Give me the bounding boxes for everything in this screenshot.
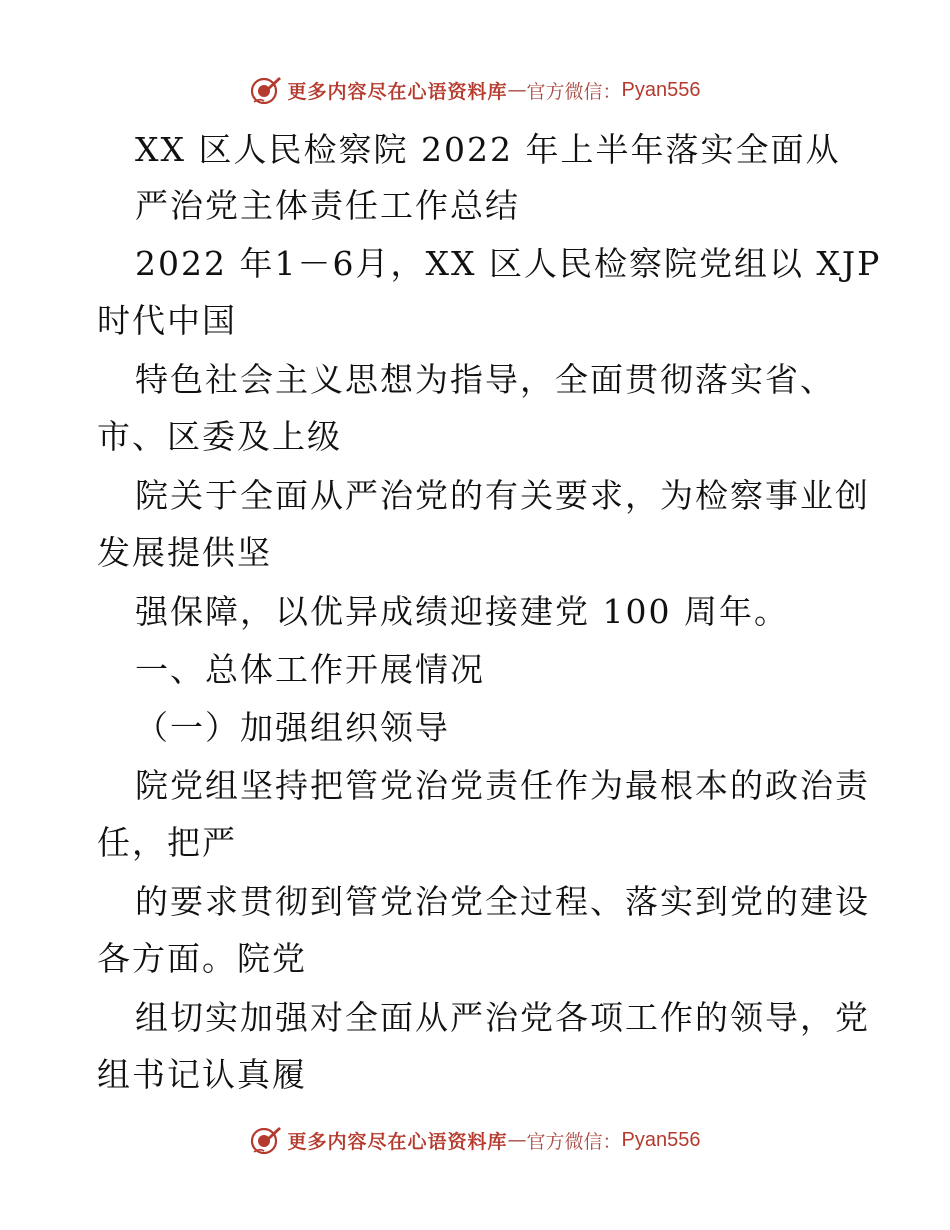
subsection-heading: （一）加强组织领导 (135, 708, 450, 747)
paragraph-line: 组书记认真履 (97, 1055, 307, 1094)
watermark-banner-bottom (0, 1120, 950, 1160)
paragraph-line: 2022 年1－6月，XX 区人民检察院党组以 XJP (135, 244, 882, 283)
section-heading: 一、总体工作开展情况 (135, 650, 485, 689)
title-line-1: XX 区人民检察院 2022 年上半年落实全面从 (135, 130, 841, 169)
watermark-text: 更多内容尽在心语资料库 (287, 80, 508, 103)
watermark-banner-top (0, 70, 950, 110)
paragraph-line: 各方面。院党 (97, 939, 307, 978)
watermark-dash: — (507, 79, 527, 101)
watermark-wechat-label: 官方微信： (526, 1130, 622, 1153)
paragraph-line: 市、区委及上级 (97, 417, 342, 456)
paragraph-line: 院党组坚持把管党治党责任作为最根本的政治责 (135, 766, 870, 805)
paragraph-line: 发展提供坚 (97, 533, 272, 572)
paragraph-line: 强保障，以优异成绩迎接建党 100 周年。 (135, 592, 789, 631)
paragraph-line: 任，把严 (97, 823, 237, 862)
watermark-wechat-id: Pyan556 (621, 78, 701, 101)
paragraph-line: 的要求贯彻到管党治党全过程、落实到党的建设 (135, 882, 870, 921)
watermark-wechat-id: Pyan556 (621, 1128, 701, 1151)
paragraph-line: 院关于全面从严治党的有关要求，为检察事业创 (135, 476, 870, 515)
watermark-wechat-label: 官方微信： (526, 80, 622, 103)
watermark-dash: — (507, 1129, 527, 1151)
paragraph-line: 组切实加强对全面从严治党各项工作的领导，党 (135, 998, 870, 1037)
paragraph-line: 特色社会主义思想为指导，全面贯彻落实省、 (135, 360, 835, 399)
logo-pen-icon (250, 1124, 282, 1156)
watermark-text: 更多内容尽在心语资料库 (287, 1130, 508, 1153)
title-line-2: 严治党主体责任工作总结 (135, 186, 520, 225)
paragraph-line: 时代中国 (97, 301, 237, 340)
logo-pen-icon (250, 74, 282, 106)
